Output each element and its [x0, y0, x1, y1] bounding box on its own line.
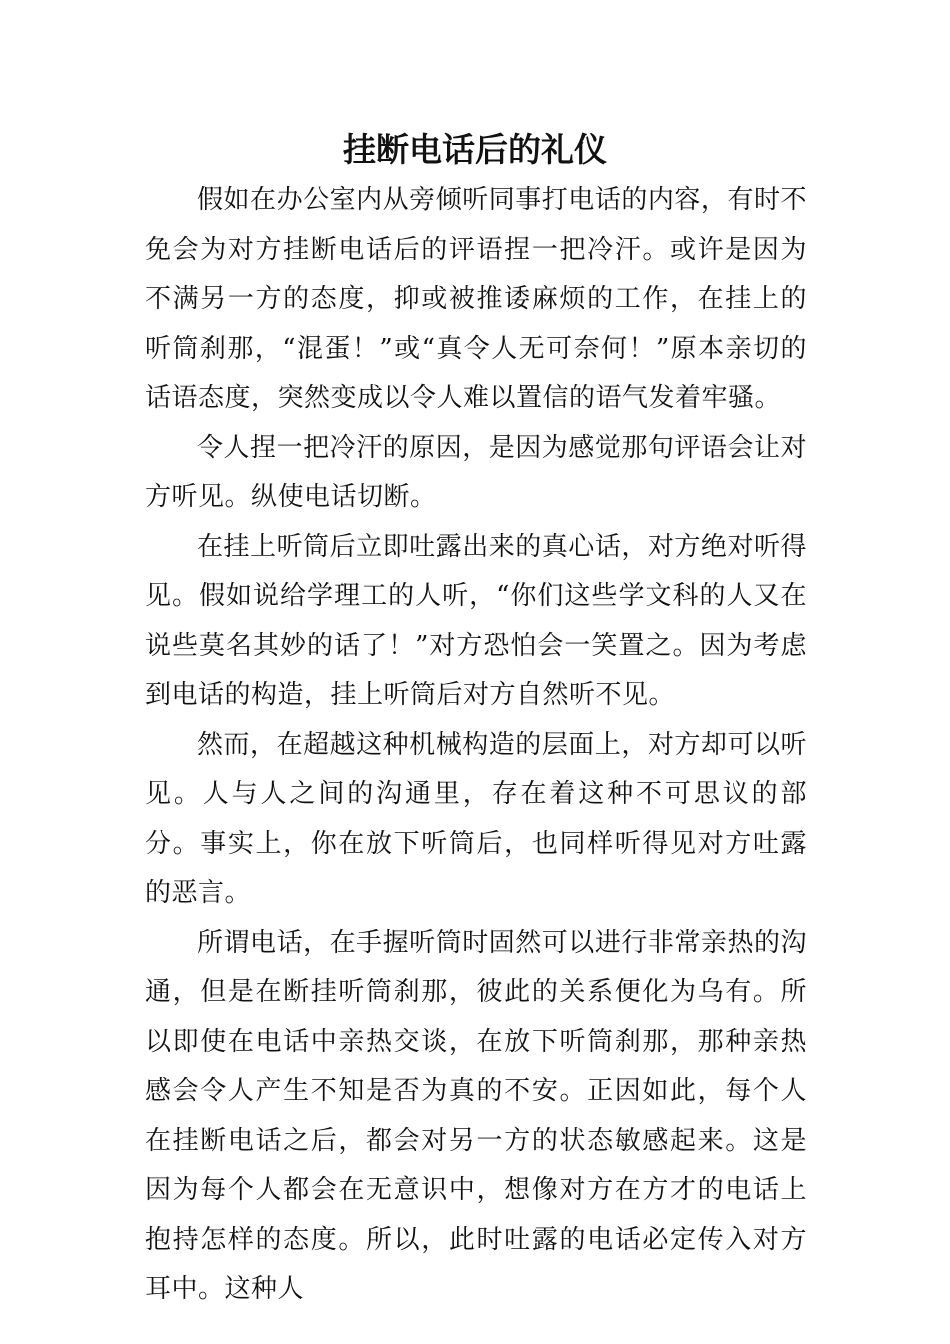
paragraph: 假如在办公室内从旁倾听同事打电话的内容，有时不免会为对方挂断电话后的评语捏一把冷汗。或许是因为不满另一方的态度，抑或被推诿麻烦的工作，在挂上的听筒刹那，“混蛋！”或“真令人无可奈何！”原本亲切的话语态度，突然变成以令人难以置信的语气发着牢骚。 [145, 185, 807, 413]
document-title: 挂断电话后的礼仪 [343, 130, 607, 169]
paragraph: 然而，在超越这种机械构造的层面上，对方却可以听见。人与人之间的沟通里，存在着这种不可思议的部分。事实上，你在放下听筒后，也同样听得见对方吐露的恶言。 [145, 729, 807, 908]
paragraph: 所谓电话，在手握听筒时固然可以进行非常亲热的沟通，但是在断挂听筒刹那，彼此的关系便化为乌有。所以即使在电话中亲热交谈，在放下听筒刹那，那种亲热感会令人产生不知是否为真的不安。正因如此，每个人在挂断电话之后，都会对另一方的状态敏感起来。这是因为每个人都会在无意识中，想像对方在方才的电话上抱持怎样的态度。所以，此时吐露的电话必定传入对方耳中。这种人 [145, 927, 807, 1304]
paragraph: 令人捏一把冷汗的原因，是因为感觉那句评语会让对方听见。纵使电话切断。 [145, 432, 807, 512]
paragraph: 在挂上听筒后立即吐露出来的真心话，对方绝对听得见。假如说给学理工的人听，“你们这些学文科的人又在说些莫名其妙的话了！”对方恐怕会一笑置之。因为考虑到电话的构造，挂上听筒后对方自然听不见。 [145, 531, 807, 710]
document-body [145, 176, 807, 1315]
